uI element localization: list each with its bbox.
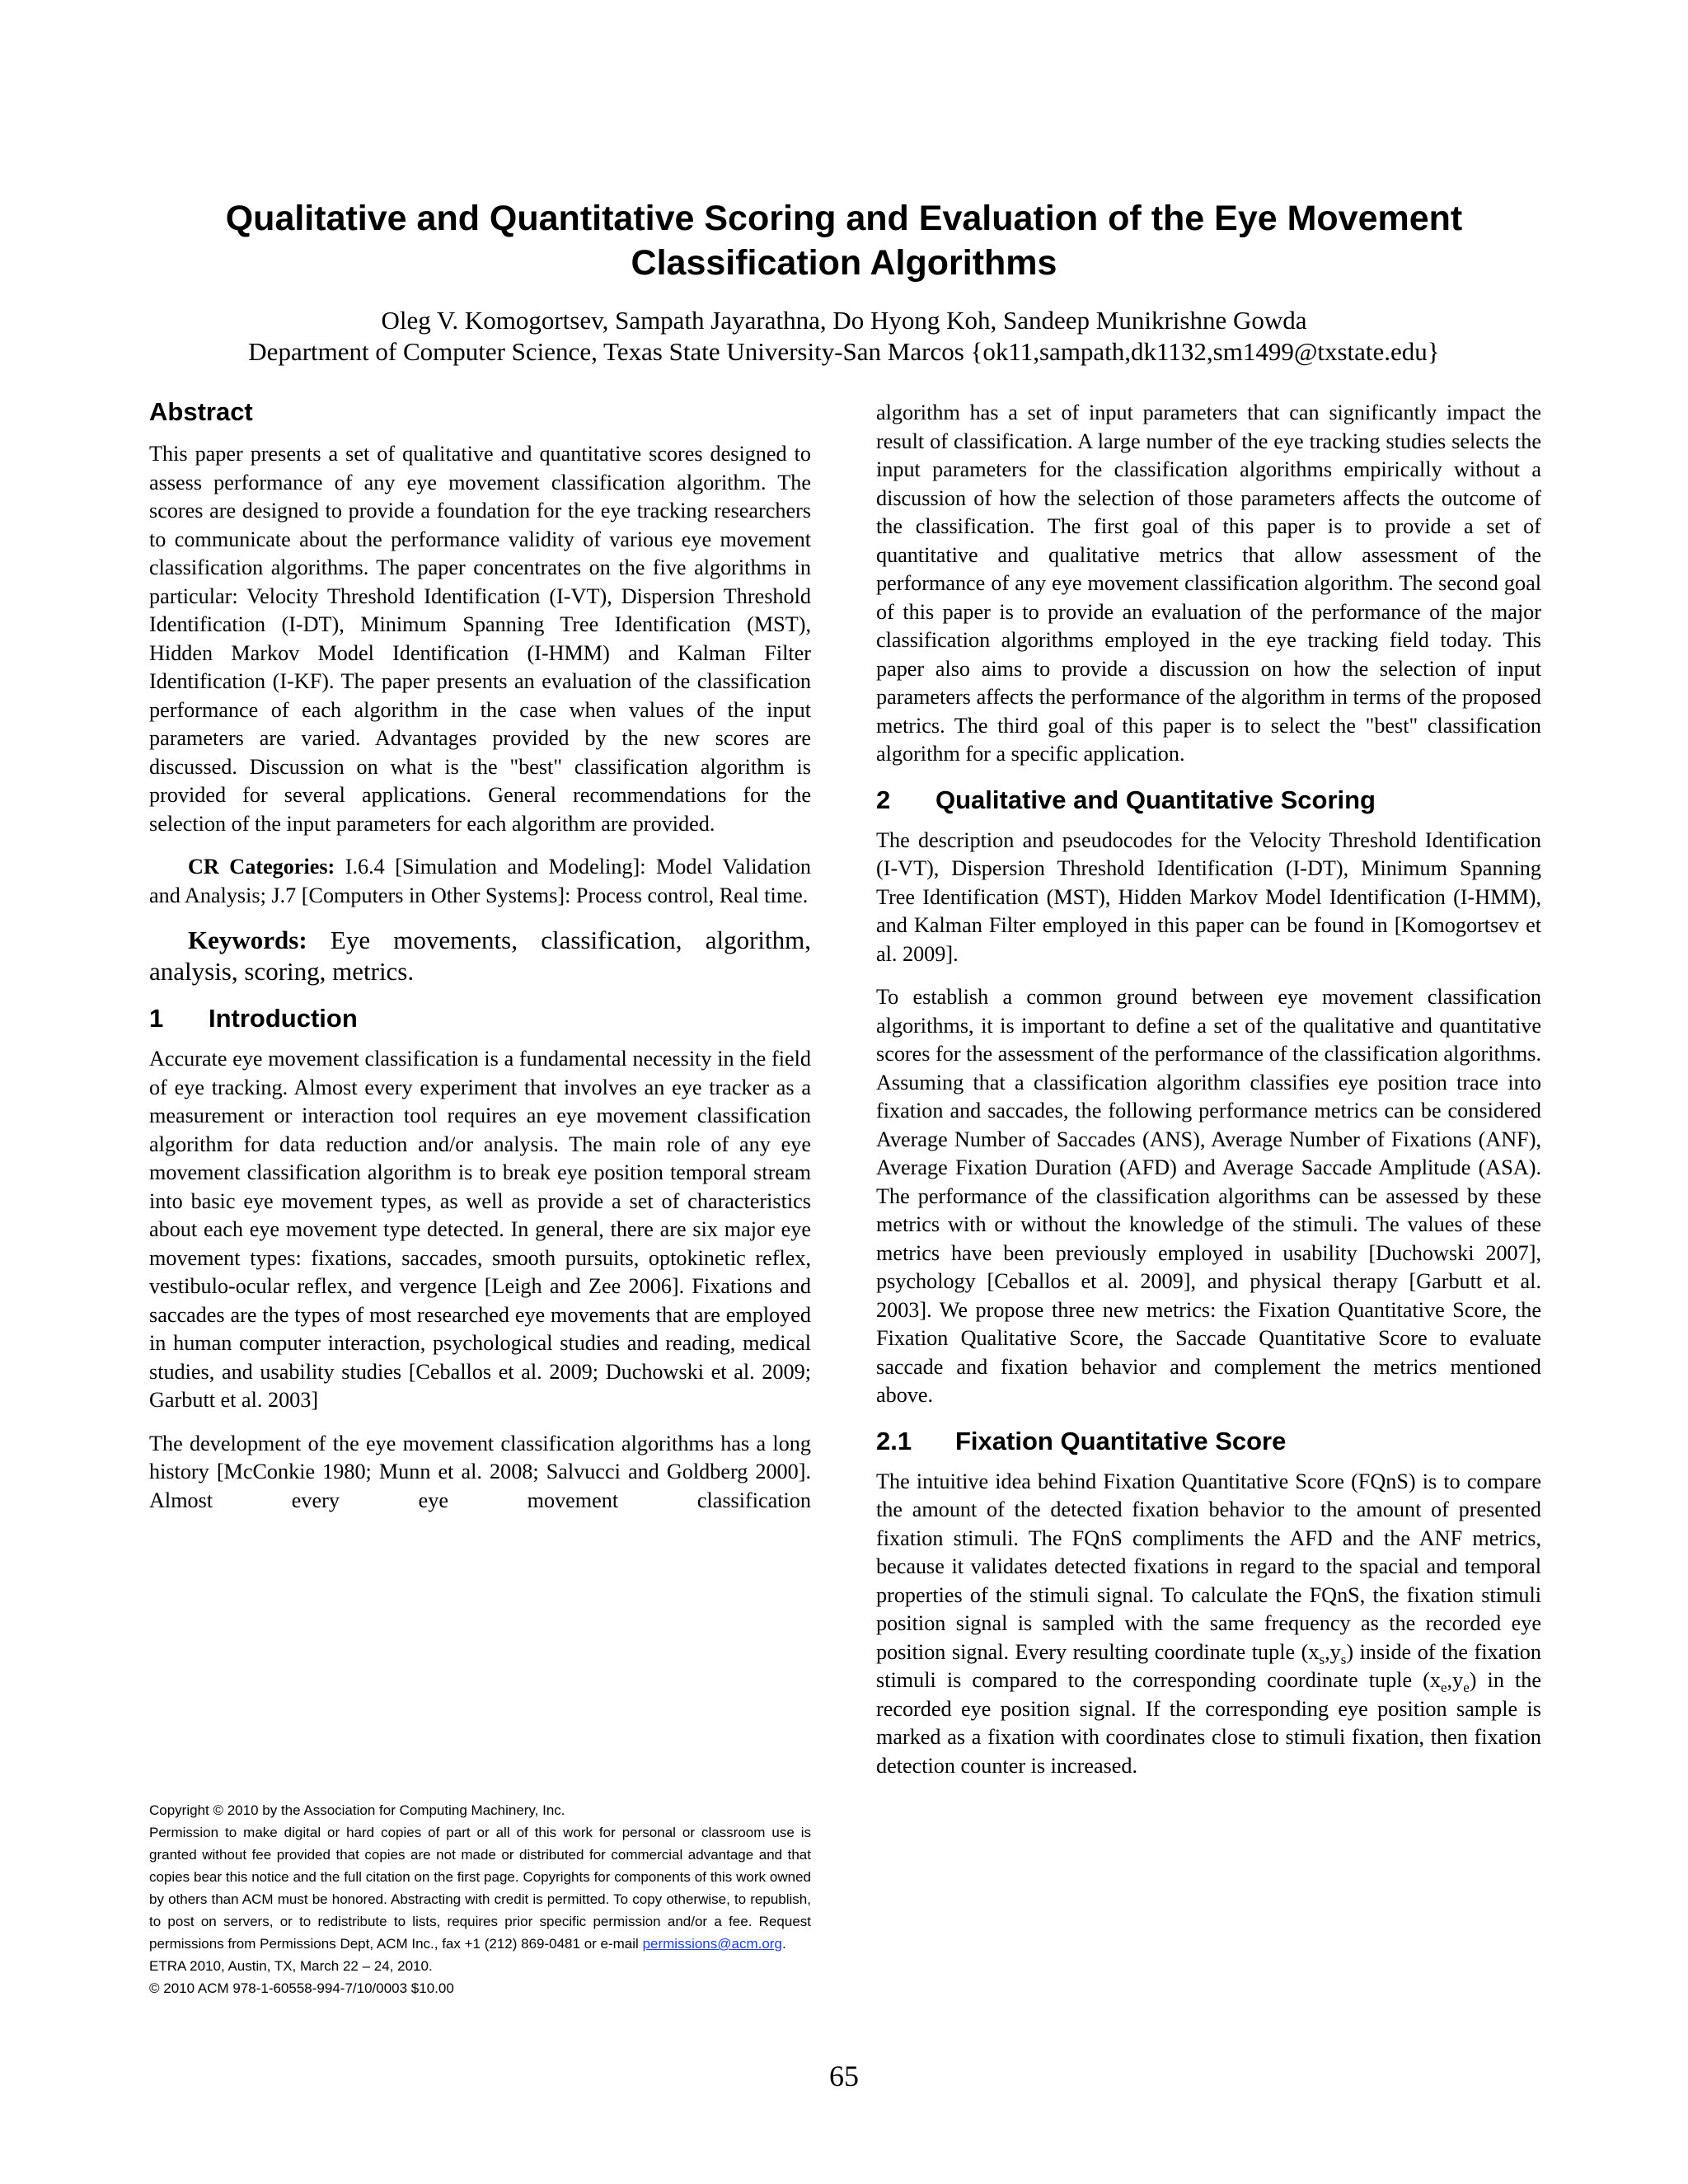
abstract-heading: Abstract [149,397,253,426]
cr-categories-label: CR Categories: [188,855,335,879]
section-1-title: Introduction [209,1004,358,1033]
subscript-s-2: s [1340,1651,1347,1667]
section-2-paragraph-2: To establish a common ground between eye movement classification algorithms, it is important to define a set of the qualitative and quantitative scores for the assessment of the performance of the classification algorithms. Assuming that a classification algorithm classifies eye position trace into fixation and saccades, the following performance metrics can be considered Average Number of Saccades (ANS), Average Number of Fixations (ANF), Average Fixation Duration (AFD) and Average Saccade Amplitude (ASA). The performance of the classification algorithms can be assessed by these metrics with or without the knowledge of the stimuli. The values of these metrics have been previously employed in usability [Duchowski 2007], psychology [Ceballos et al. 2009], and physical therapy [Garbutt et al. 2003]. We propose three new metrics: the Fixation Quantitative Score, the Fixation Qualitative Score, the Saccade Quantitative Score to evaluate saccade and fixation behavior and complement the metrics mentioned above. [876,985,1541,1407]
section-2-title: Qualitative and Quantitative Scoring [935,785,1376,814]
section-2-number: 2 [876,785,891,814]
section-1-heading [149,1002,811,1035]
conference-info: ETRA 2010, Austin, TX, March 22 – 24, 2010. [149,1958,433,1974]
section-2-1-paragraph [876,1468,1541,1781]
author-list: Oleg V. Komogortsev, Sampath Jayarathna, Do Hyong Koh, Sandeep Munikrishne Gowda [381,306,1307,335]
section-2-1-heading [876,1425,1541,1458]
section-2-1-title: Fixation Quantitative Score [955,1426,1287,1455]
permission-period: . [781,1936,786,1952]
fqns-text-part-3: ) inside of the fixation stimuli is compared to the corresponding coordinate tuple (x [876,1639,1541,1692]
abstract-text: This paper presents a set of qualitative and quantitative scores designed to assess performance of any eye movement classification algorithm. The scores are designed to provide a foundation for the eye tracking researchers to communicate about the performance validity of various eye movement classification algorithms. The paper concentrates on the five algorithms in particular: Velocity Threshold Identification (I-VT), Dispersion Threshold Identification (I-DT), Minimum Spanning Tree Identification (MST), Hidden Markov Model Identification (I-HMM) and Kalman Filter Identification (I-KF). The paper presents an evaluation of the classification performance of each algorithm in the case when values of the input parameters are varied. Advantages provided by the new scores are discussed. Discussion on what is the "best" classification algorithm is provided for several applications. General recommendations for the selection of the input parameters for each algorithm are provided. [149,442,811,836]
copyright-line: Copyright © 2010 by the Association for Computing Machinery, Inc. [149,1802,565,1818]
right-column [876,399,1541,1795]
keywords-text: Eye movements, classification, algorithm, analysis, scoring, metrics. [149,926,812,986]
fqns-text-part-1: The intuitive idea behind Fixation Quantitative Score (FQnS) is to compare the amount of the detected fixation behavior to the amount of presented fixation stimuli. The FQnS compliments the AFD and the ANF metrics, because it validates detected fixations in regard to the spacial and temporal properties of the stimuli signal. To calculate the FQnS, the fixation stimuli position signal is sampled with the same frequency as the recorded eye position signal. Every resulting coordinate tuple (x [876,1469,1541,1664]
permissions-email-link[interactable]: permissions@acm.org [642,1936,782,1952]
section-1-number: 1 [149,1004,164,1033]
keywords-label: Keywords: [188,926,307,954]
permission-text: Permission to make digital or hard copies of part or all of this work for personal or classroom use is granted without fee provided that copies are not made or distributed for commercial advantage and that copies bear this notice and the full citation on the first page. Copyrights for components of this work owned by others than ACM must be honored. Abstracting with credit is permitted. To copy otherwise, to republish, to post on servers, or to redistribute to lists, requires prior specific permission and/or a fee. Request permissions from Permissions Dept, ACM Inc., fax +1 (212) 869-0481 or e-mail [149,1825,811,1952]
fqns-text-part-5: ) in the recorded eye position signal. If the corresponding eye position sample is marked as a fixation with coordinates close to stimuli fixation, then fixation detection counter is increased. [876,1668,1541,1778]
affiliation: Department of Computer Science, Texas State University-San Marcos {ok11,sampath,dk1132,sm1499@txstate.edu} [248,337,1440,366]
section-2-paragraph-1: The description and pseudocodes for the Velocity Threshold Identification (I-VT), Dispersion Threshold Identification (I-DT), Minimum Spanning Tree Identification (MST), Hidden Markov Model Identification (I-HMM), and Kalman Filter employed in this paper can be found in [Komogortsev et al. 2009]. [876,827,1541,966]
section-2-1-number: 2.1 [876,1426,912,1455]
subscript-e-1: e [1440,1680,1447,1695]
intro-paragraph-2: The development of the eye movement classification algorithms has a long history [McConkie 1980; Munn et al. 2008; Salvucci and Goldberg 2000]. Almost every eye movement classification [149,1431,811,1512]
isbn-info: © 2010 ACM 978-1-60558-994-7/10/0003 $10.00 [149,1980,454,1996]
section-2-heading [876,784,1541,817]
fqns-text-part-4: ,y [1447,1668,1464,1692]
paper-title: Qualitative and Quantitative Scoring and Evaluation of the Eye Movement Classification Algorithms [225,199,1463,283]
copyright-notice [149,1799,811,1999]
page-number: 65 [829,2060,859,2093]
cr-categories-text: I.6.4 [Simulation and Modeling]: Model Validation and Analysis; J.7 [Computers in Other Systems]: Process control, Real time. [149,855,812,907]
fqns-text-part-2: ,y [1325,1639,1341,1664]
intro-paragraph-2-continued: algorithm has a set of input parameters that can significantly impact the result of classification. A large number of the eye tracking studies selects the input parameters for the classification algorithms empirically without a discussion of how the selection of those parameters affects the outcome of the classification. The first goal of this paper is to provide a set of quantitative and qualitative metrics that allow assessment of the performance of any eye movement classification algorithm. The second goal of this paper is to provide an evaluation of the performance of the major classification algorithms employed in the eye tracking field today. This paper also aims to provide a discussion on how the selection of input parameters affects the performance of the algorithm in terms of the proposed metrics. The third goal of this paper is to select the "best" classification algorithm for a specific application. [876,401,1541,766]
keywords [149,925,811,987]
subscript-e-2: e [1463,1680,1470,1695]
cr-categories [149,853,811,910]
permission-statement [149,1821,811,1955]
subscript-s-1: s [1319,1651,1325,1667]
left-column [149,396,811,1530]
intro-paragraph-1: Accurate eye movement classification is a fundamental necessity in the field of eye tracking. Almost every experiment that involves an eye tracker as a measurement or interaction tool requires an eye movement classification algorithm for data reduction and/or analysis. The main role of any eye movement classification algorithm is to break eye position temporal stream into basic eye movement types, as well as provide a set of characteristics about each eye movement type detected. In general, there are six major eye movement types: fixations, saccades, smooth pursuits, optokinetic reflex, vestibulo-ocular reflex, and vergence [Leigh and Zee 2006]. Fixations and saccades are the types of most researched eye movements that are employed in human computer interaction, psychological studies and reading, medical studies, and usability studies [Ceballos et al. 2009; Duchowski et al. 2009; Garbutt et al. 2003] [149,1047,811,1412]
